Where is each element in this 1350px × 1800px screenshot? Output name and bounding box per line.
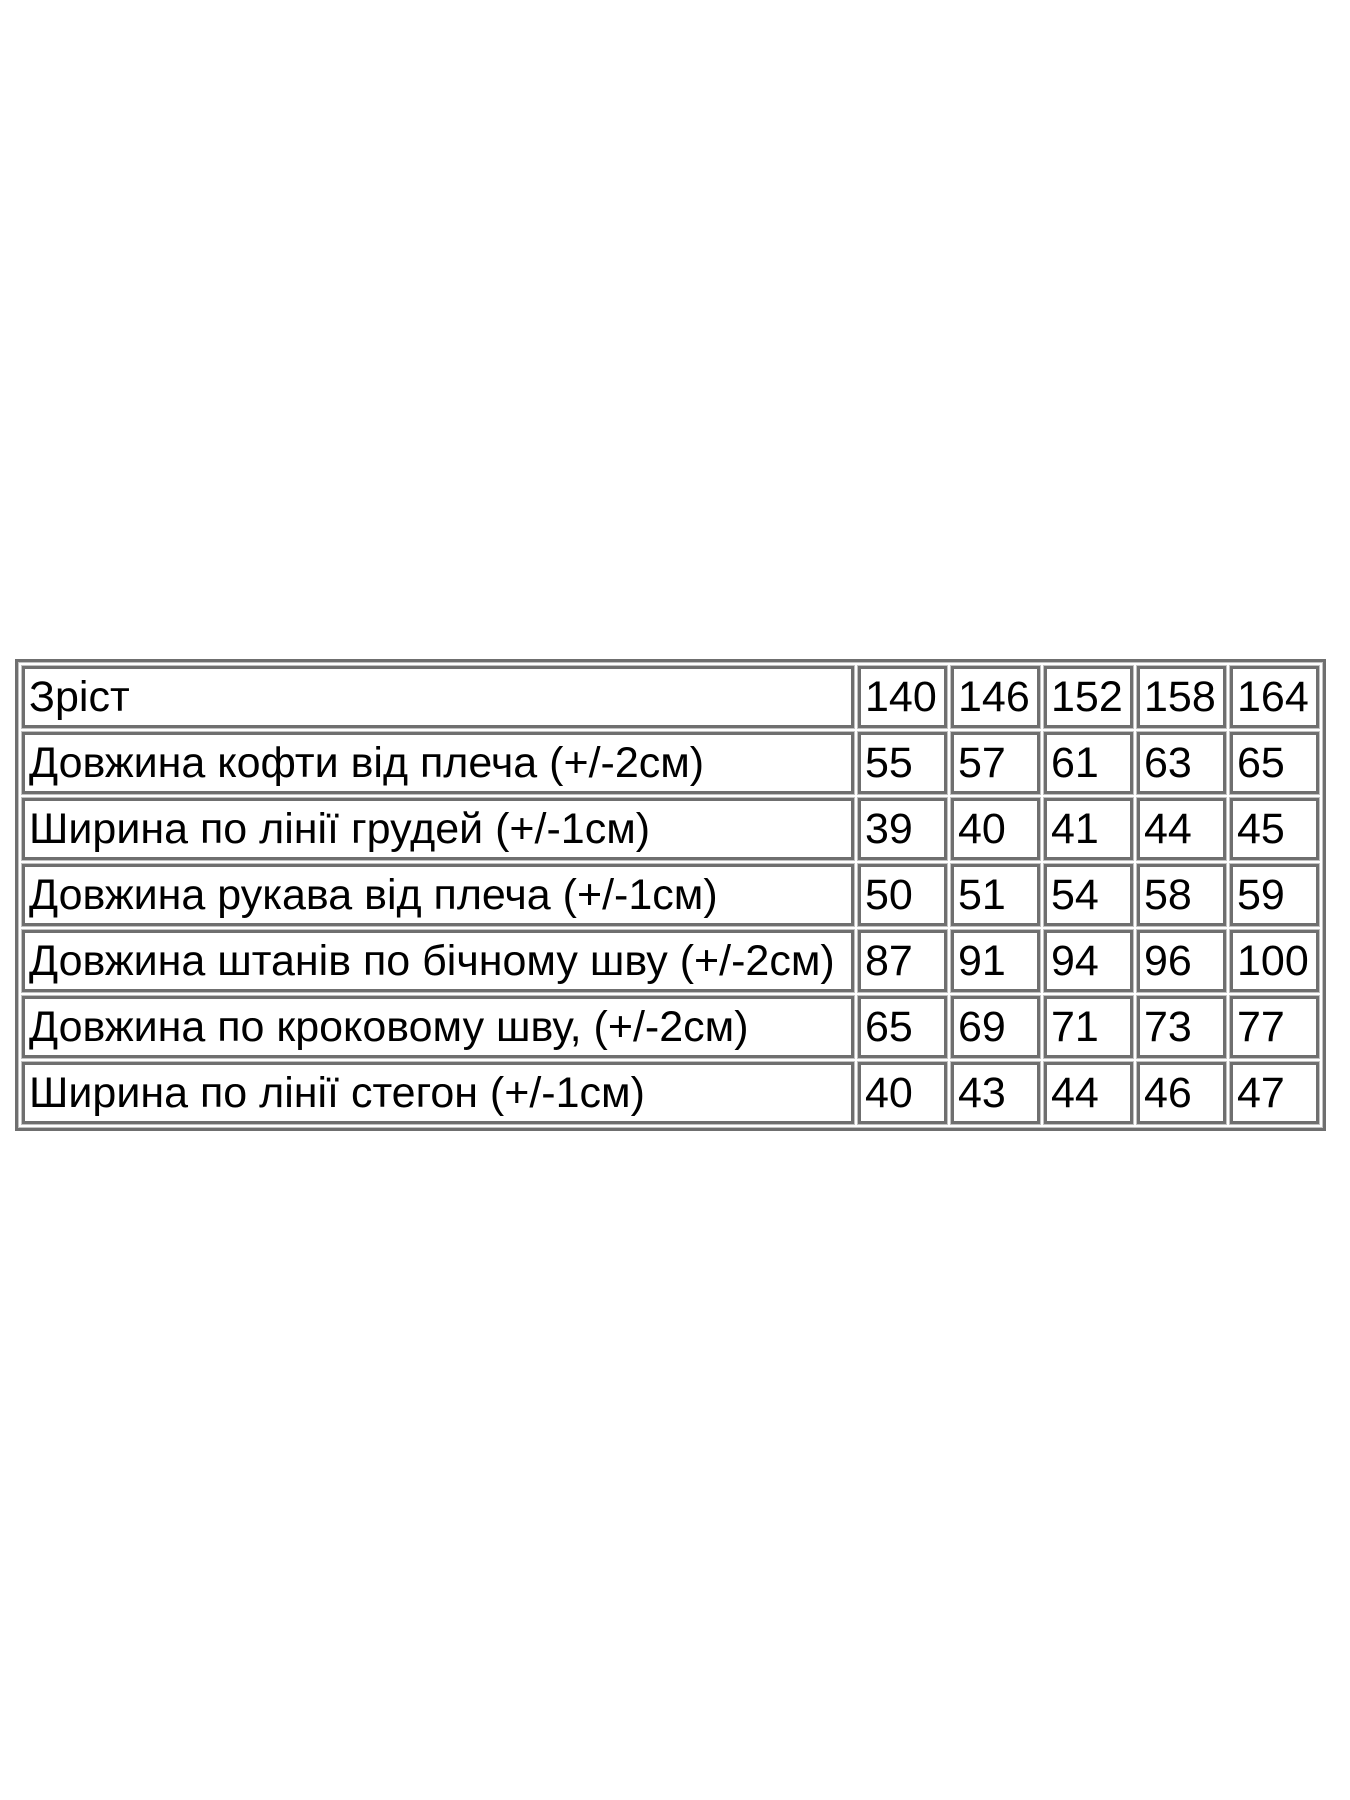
size-column-158: 158 bbox=[1137, 666, 1226, 728]
value-cell: 40 bbox=[951, 798, 1040, 860]
value-cell: 51 bbox=[951, 864, 1040, 926]
value-cell: 45 bbox=[1230, 798, 1319, 860]
row-label: Ширина по лінії грудей (+/-1см) bbox=[22, 798, 854, 860]
table-row-sleeve-length bbox=[22, 864, 1319, 926]
size-column-146: 146 bbox=[951, 666, 1040, 728]
row-label: Ширина по лінії стегон (+/-1см) bbox=[22, 1062, 854, 1124]
value-cell: 59 bbox=[1230, 864, 1319, 926]
row-label: Довжина рукава від плеча (+/-1см) bbox=[22, 864, 854, 926]
table-row-inseam-length bbox=[22, 996, 1319, 1058]
value-cell: 65 bbox=[858, 996, 947, 1058]
size-column-152: 152 bbox=[1044, 666, 1133, 728]
value-cell: 57 bbox=[951, 732, 1040, 794]
value-cell: 61 bbox=[1044, 732, 1133, 794]
table-row-chest-width bbox=[22, 798, 1319, 860]
value-cell: 58 bbox=[1137, 864, 1226, 926]
value-cell: 55 bbox=[858, 732, 947, 794]
size-chart-table bbox=[15, 659, 1326, 1131]
value-cell: 69 bbox=[951, 996, 1040, 1058]
value-cell: 77 bbox=[1230, 996, 1319, 1058]
size-column-164: 164 bbox=[1230, 666, 1319, 728]
row-label: Довжина по кроковому шву, (+/-2см) bbox=[22, 996, 854, 1058]
size-chart-body bbox=[22, 666, 1319, 1124]
row-label: Довжина штанів по бічному шву (+/-2см) bbox=[22, 930, 854, 992]
value-cell: 50 bbox=[858, 864, 947, 926]
value-cell: 96 bbox=[1137, 930, 1226, 992]
value-cell: 91 bbox=[951, 930, 1040, 992]
value-cell: 71 bbox=[1044, 996, 1133, 1058]
value-cell: 73 bbox=[1137, 996, 1226, 1058]
value-cell: 87 bbox=[858, 930, 947, 992]
value-cell: 94 bbox=[1044, 930, 1133, 992]
value-cell: 65 bbox=[1230, 732, 1319, 794]
size-column-140: 140 bbox=[858, 666, 947, 728]
table-row-hip-width bbox=[22, 1062, 1319, 1124]
table-row-sweater-length bbox=[22, 732, 1319, 794]
value-cell: 44 bbox=[1137, 798, 1226, 860]
value-cell: 46 bbox=[1137, 1062, 1226, 1124]
value-cell: 40 bbox=[858, 1062, 947, 1124]
row-label: Довжина кофти від плеча (+/-2см) bbox=[22, 732, 854, 794]
row-label-height: Зріст bbox=[22, 666, 854, 728]
value-cell: 47 bbox=[1230, 1062, 1319, 1124]
table-header-row bbox=[22, 666, 1319, 728]
value-cell: 100 bbox=[1230, 930, 1319, 992]
value-cell: 43 bbox=[951, 1062, 1040, 1124]
value-cell: 63 bbox=[1137, 732, 1226, 794]
value-cell: 39 bbox=[858, 798, 947, 860]
value-cell: 54 bbox=[1044, 864, 1133, 926]
table-row-pants-side-seam bbox=[22, 930, 1319, 992]
value-cell: 41 bbox=[1044, 798, 1133, 860]
value-cell: 44 bbox=[1044, 1062, 1133, 1124]
